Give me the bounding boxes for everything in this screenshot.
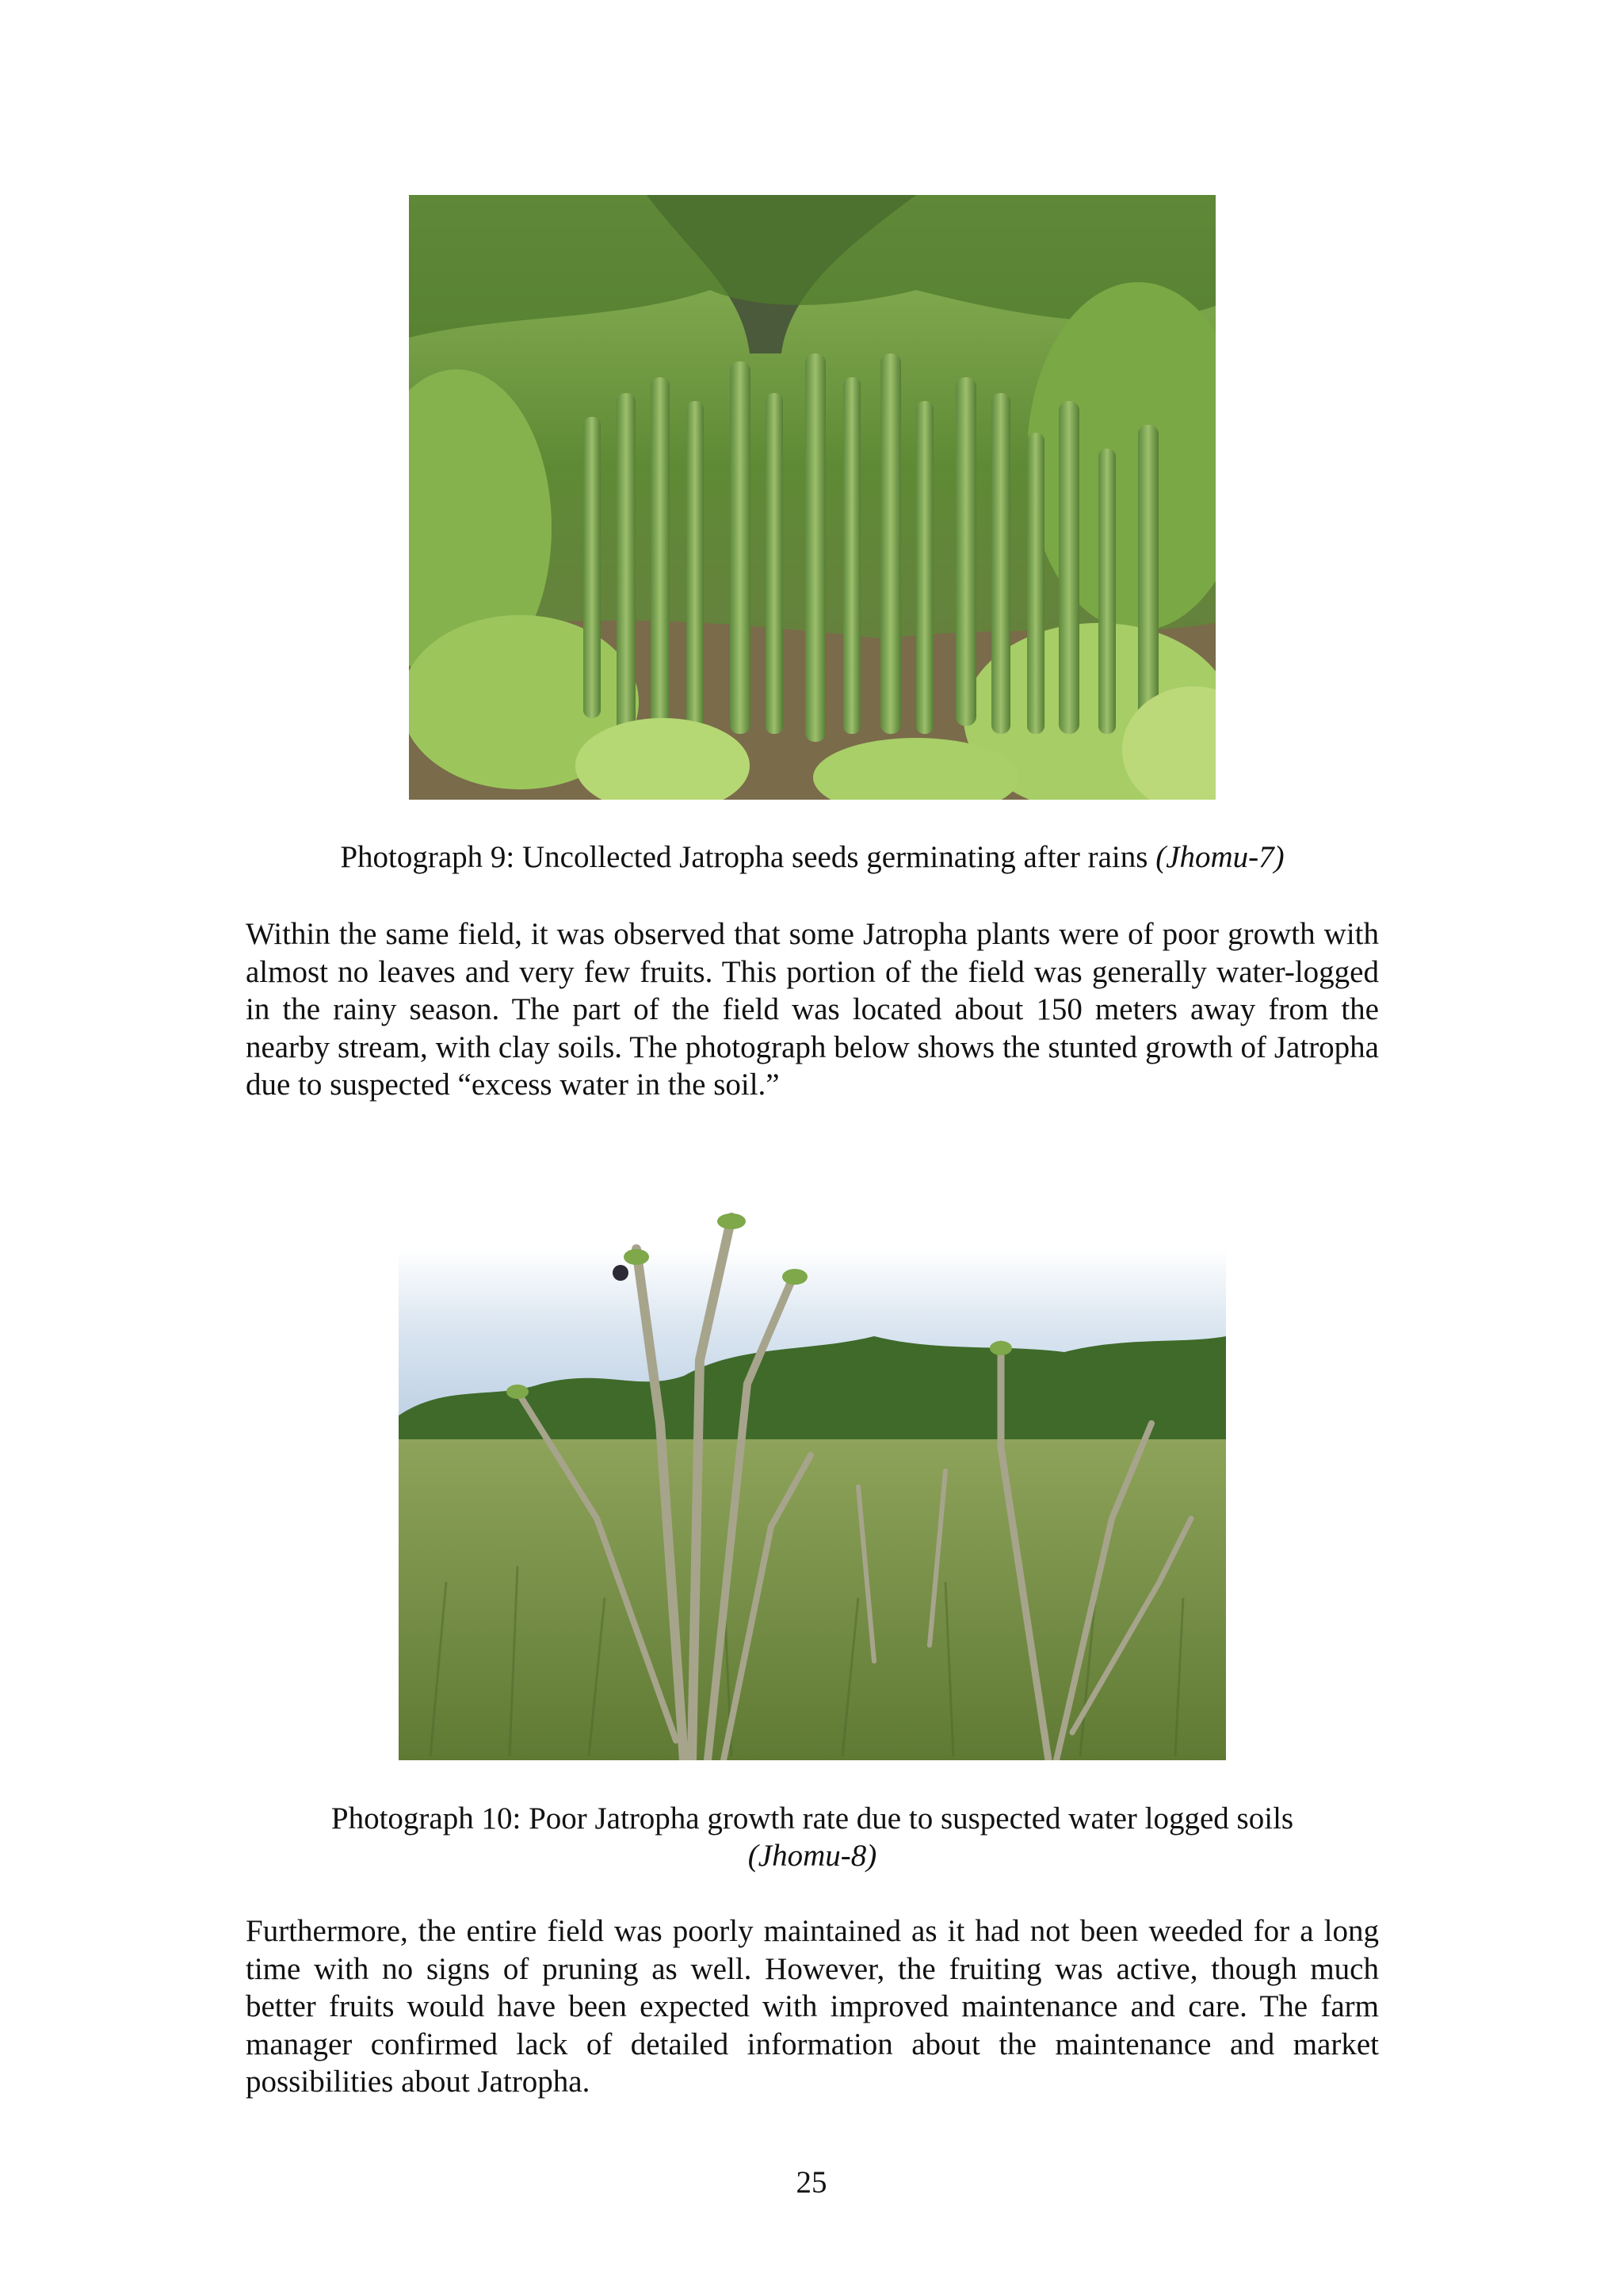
photograph-9-caption [246,839,1379,876]
photograph-9-image [409,195,1216,800]
photograph-10-image [399,1186,1226,1760]
caption-text: Photograph 9: Uncollected Jatropha seeds germinating after rains [340,840,1156,874]
photograph-9 [409,195,1216,800]
caption-source: (Jhomu-8) [747,1839,877,1873]
caption-source: (Jhomu-7) [1155,840,1285,874]
page-number: 25 [796,2165,827,2199]
photograph-10 [399,1186,1226,1760]
caption-text: Photograph 10: Poor Jatropha growth rate due to suspected water logged soils [330,1801,1294,1836]
body-paragraph-1: Within the same field, it was observed that some Jatropha plants were of poor growth with almost no leaves and very few fruits. This portion of the field was generally water-logged in the rainy season. The part of the field was located about 150 meters away from the nearby stream, with clay soils. The photograph below shows the stunted growth of Jatropha due to suspected “excess water in the soil.” [246,917,1379,1102]
photograph-10-caption [246,1800,1379,1874]
body-paragraph-2: Furthermore, the entire field was poorly maintained as it had not been weeded for a long time with no signs of pruning as well. However, the fruiting was active, though much better fruits would have been expected with improved maintenance and care. The farm manager confirmed lack of detailed information about the maintenance and market possibilities about Jatropha. [246,1914,1379,2099]
